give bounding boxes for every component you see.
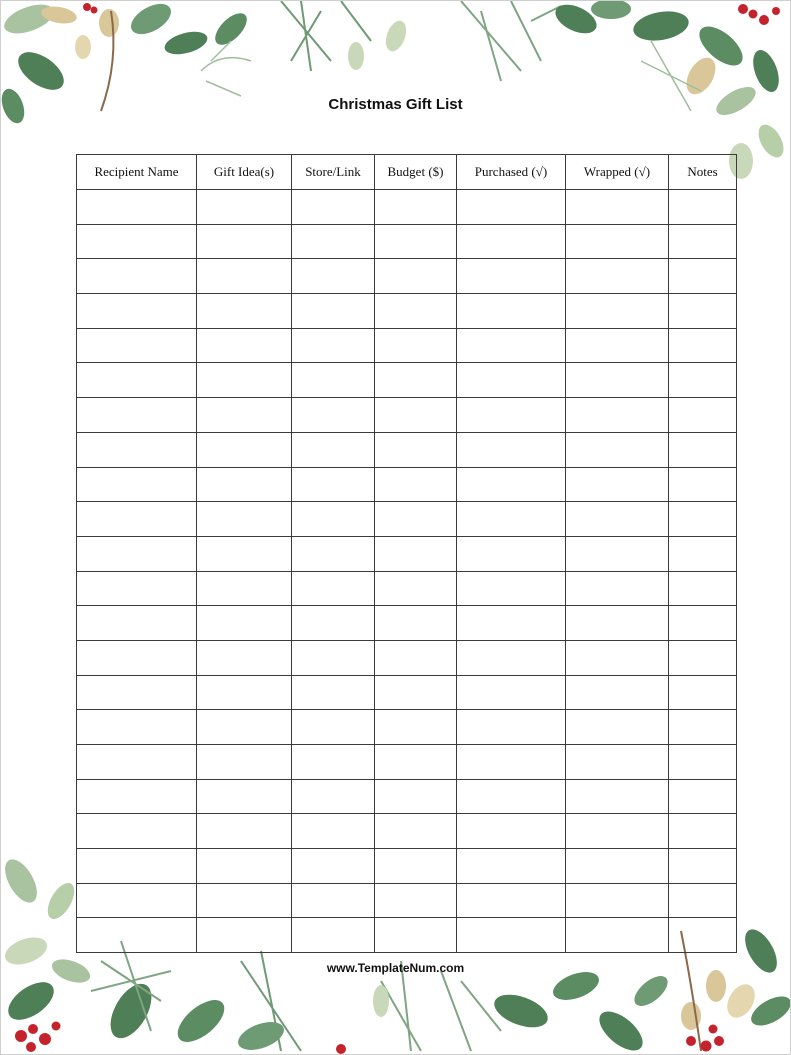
- cell-recipient-name[interactable]: [77, 294, 197, 329]
- cell-purchased[interactable]: [457, 918, 566, 953]
- cell-budget[interactable]: [375, 849, 457, 884]
- cell-wrapped[interactable]: [566, 883, 669, 918]
- table-row: [77, 675, 737, 710]
- table-row: [77, 190, 737, 225]
- cell-recipient-name[interactable]: [77, 363, 197, 398]
- column-header-store-link: Store/Link: [292, 155, 375, 190]
- top-right-foliage-icon: [631, 4, 789, 179]
- cell-gift-ideas[interactable]: [197, 571, 292, 606]
- cell-recipient-name[interactable]: [77, 224, 197, 259]
- cell-gift-ideas[interactable]: [197, 467, 292, 502]
- cell-budget[interactable]: [375, 328, 457, 363]
- cell-store-link[interactable]: [292, 606, 375, 641]
- cell-notes[interactable]: [669, 571, 737, 606]
- cell-budget[interactable]: [375, 398, 457, 433]
- cell-budget[interactable]: [375, 294, 457, 329]
- cell-purchased[interactable]: [457, 640, 566, 675]
- cell-purchased[interactable]: [457, 536, 566, 571]
- column-header-purchased: Purchased (√): [457, 155, 566, 190]
- cell-wrapped[interactable]: [566, 432, 669, 467]
- cell-store-link[interactable]: [292, 536, 375, 571]
- cell-notes[interactable]: [669, 536, 737, 571]
- cell-notes[interactable]: [669, 883, 737, 918]
- cell-budget[interactable]: [375, 571, 457, 606]
- cell-store-link[interactable]: [292, 710, 375, 745]
- cell-recipient-name[interactable]: [77, 606, 197, 641]
- cell-notes[interactable]: [669, 224, 737, 259]
- cell-store-link[interactable]: [292, 259, 375, 294]
- cell-store-link[interactable]: [292, 502, 375, 537]
- cell-purchased[interactable]: [457, 849, 566, 884]
- cell-wrapped[interactable]: [566, 467, 669, 502]
- cell-wrapped[interactable]: [566, 190, 669, 225]
- cell-recipient-name[interactable]: [77, 779, 197, 814]
- cell-purchased[interactable]: [457, 571, 566, 606]
- cell-recipient-name[interactable]: [77, 259, 197, 294]
- cell-purchased[interactable]: [457, 467, 566, 502]
- cell-purchased[interactable]: [457, 398, 566, 433]
- cell-gift-ideas[interactable]: [197, 883, 292, 918]
- cell-wrapped[interactable]: [566, 571, 669, 606]
- cell-recipient-name[interactable]: [77, 675, 197, 710]
- cell-budget[interactable]: [375, 606, 457, 641]
- cell-budget[interactable]: [375, 883, 457, 918]
- cell-wrapped[interactable]: [566, 224, 669, 259]
- cell-recipient-name[interactable]: [77, 918, 197, 953]
- table-row: [77, 571, 737, 606]
- cell-purchased[interactable]: [457, 259, 566, 294]
- cell-recipient-name[interactable]: [77, 849, 197, 884]
- top-center-pine-icon: [281, 1, 631, 81]
- cell-budget[interactable]: [375, 675, 457, 710]
- table-row: [77, 814, 737, 849]
- cell-recipient-name[interactable]: [77, 467, 197, 502]
- table-row: [77, 224, 737, 259]
- table-row: [77, 640, 737, 675]
- cell-gift-ideas[interactable]: [197, 398, 292, 433]
- cell-wrapped[interactable]: [566, 328, 669, 363]
- cell-gift-ideas[interactable]: [197, 918, 292, 953]
- cell-gift-ideas[interactable]: [197, 710, 292, 745]
- cell-budget[interactable]: [375, 745, 457, 780]
- cell-recipient-name[interactable]: [77, 883, 197, 918]
- table-row: [77, 502, 737, 537]
- cell-purchased[interactable]: [457, 294, 566, 329]
- cell-gift-ideas[interactable]: [197, 432, 292, 467]
- column-header-wrapped: Wrapped (√): [566, 155, 669, 190]
- cell-wrapped[interactable]: [566, 675, 669, 710]
- cell-recipient-name[interactable]: [77, 640, 197, 675]
- cell-gift-ideas[interactable]: [197, 640, 292, 675]
- table-row: [77, 294, 737, 329]
- cell-wrapped[interactable]: [566, 849, 669, 884]
- cell-store-link[interactable]: [292, 814, 375, 849]
- table-row: [77, 849, 737, 884]
- cell-wrapped[interactable]: [566, 918, 669, 953]
- page-title: Christmas Gift List: [328, 96, 463, 113]
- cell-notes[interactable]: [669, 294, 737, 329]
- cell-recipient-name[interactable]: [77, 571, 197, 606]
- cell-budget[interactable]: [375, 432, 457, 467]
- table-header-row: [77, 155, 737, 190]
- cell-budget[interactable]: [375, 640, 457, 675]
- cell-store-link[interactable]: [292, 328, 375, 363]
- cell-store-link[interactable]: [292, 432, 375, 467]
- cell-wrapped[interactable]: [566, 363, 669, 398]
- cell-notes[interactable]: [669, 363, 737, 398]
- cell-purchased[interactable]: [457, 363, 566, 398]
- cell-budget[interactable]: [375, 363, 457, 398]
- cell-wrapped[interactable]: [566, 710, 669, 745]
- cell-gift-ideas[interactable]: [197, 675, 292, 710]
- table-row: [77, 398, 737, 433]
- cell-store-link[interactable]: [292, 294, 375, 329]
- cell-budget[interactable]: [375, 710, 457, 745]
- cell-wrapped[interactable]: [566, 779, 669, 814]
- cell-store-link[interactable]: [292, 190, 375, 225]
- gift-list-body: [77, 190, 737, 953]
- cell-store-link[interactable]: [292, 363, 375, 398]
- cell-notes[interactable]: [669, 918, 737, 953]
- column-header-budget: Budget ($): [375, 155, 457, 190]
- cell-recipient-name[interactable]: [77, 190, 197, 225]
- table-row: [77, 328, 737, 363]
- cell-budget[interactable]: [375, 502, 457, 537]
- cell-gift-ideas[interactable]: [197, 745, 292, 780]
- cell-wrapped[interactable]: [566, 606, 669, 641]
- cell-budget[interactable]: [375, 918, 457, 953]
- cell-notes[interactable]: [669, 606, 737, 641]
- table-row: [77, 259, 737, 294]
- cell-notes[interactable]: [669, 328, 737, 363]
- table-row: [77, 363, 737, 398]
- cell-notes[interactable]: [669, 849, 737, 884]
- table-row: [77, 467, 737, 502]
- cell-budget[interactable]: [375, 190, 457, 225]
- table-row: [77, 779, 737, 814]
- cell-recipient-name[interactable]: [77, 432, 197, 467]
- cell-gift-ideas[interactable]: [197, 849, 292, 884]
- cell-gift-ideas[interactable]: [197, 224, 292, 259]
- cell-purchased[interactable]: [457, 675, 566, 710]
- table-row: [77, 883, 737, 918]
- cell-recipient-name[interactable]: [77, 398, 197, 433]
- cell-notes[interactable]: [669, 432, 737, 467]
- cell-store-link[interactable]: [292, 224, 375, 259]
- cell-gift-ideas[interactable]: [197, 259, 292, 294]
- cell-purchased[interactable]: [457, 606, 566, 641]
- cell-store-link[interactable]: [292, 571, 375, 606]
- cell-store-link[interactable]: [292, 398, 375, 433]
- cell-budget[interactable]: [375, 467, 457, 502]
- cell-recipient-name[interactable]: [77, 745, 197, 780]
- table-row: [77, 536, 737, 571]
- cell-gift-ideas[interactable]: [197, 190, 292, 225]
- cell-purchased[interactable]: [457, 502, 566, 537]
- cell-wrapped[interactable]: [566, 814, 669, 849]
- table-row: [77, 606, 737, 641]
- cell-notes[interactable]: [669, 814, 737, 849]
- cell-wrapped[interactable]: [566, 398, 669, 433]
- cell-store-link[interactable]: [292, 745, 375, 780]
- cell-recipient-name[interactable]: [77, 328, 197, 363]
- cell-gift-ideas[interactable]: [197, 328, 292, 363]
- cell-gift-ideas[interactable]: [197, 779, 292, 814]
- cell-recipient-name[interactable]: [77, 710, 197, 745]
- cell-recipient-name[interactable]: [77, 536, 197, 571]
- column-header-notes: Notes: [669, 155, 737, 190]
- cell-store-link[interactable]: [292, 883, 375, 918]
- cell-notes[interactable]: [669, 190, 737, 225]
- cell-notes[interactable]: [669, 640, 737, 675]
- cell-store-link[interactable]: [292, 849, 375, 884]
- cell-wrapped[interactable]: [566, 294, 669, 329]
- table-row: [77, 710, 737, 745]
- cell-purchased[interactable]: [457, 224, 566, 259]
- cell-notes[interactable]: [669, 675, 737, 710]
- cell-purchased[interactable]: [457, 745, 566, 780]
- cell-purchased[interactable]: [457, 883, 566, 918]
- cell-recipient-name[interactable]: [77, 814, 197, 849]
- table-row: [77, 432, 737, 467]
- cell-wrapped[interactable]: [566, 259, 669, 294]
- table-row: [77, 918, 737, 953]
- cell-budget[interactable]: [375, 259, 457, 294]
- cell-notes[interactable]: [669, 710, 737, 745]
- cell-purchased[interactable]: [457, 432, 566, 467]
- cell-store-link[interactable]: [292, 467, 375, 502]
- cell-wrapped[interactable]: [566, 502, 669, 537]
- column-header-gift-ideas: Gift Idea(s): [197, 155, 292, 190]
- cell-wrapped[interactable]: [566, 745, 669, 780]
- cell-notes[interactable]: [669, 467, 737, 502]
- footer-website: www.TemplateNum.com: [326, 961, 465, 975]
- cell-purchased[interactable]: [457, 710, 566, 745]
- cell-budget[interactable]: [375, 536, 457, 571]
- cell-wrapped[interactable]: [566, 536, 669, 571]
- cell-notes[interactable]: [669, 502, 737, 537]
- cell-notes[interactable]: [669, 259, 737, 294]
- cell-gift-ideas[interactable]: [197, 606, 292, 641]
- cell-store-link[interactable]: [292, 675, 375, 710]
- cell-gift-ideas[interactable]: [197, 363, 292, 398]
- column-header-recipient-name: Recipient Name: [77, 155, 197, 190]
- cell-store-link[interactable]: [292, 918, 375, 953]
- cell-gift-ideas[interactable]: [197, 536, 292, 571]
- cell-wrapped[interactable]: [566, 640, 669, 675]
- table-row: [77, 745, 737, 780]
- cell-notes[interactable]: [669, 745, 737, 780]
- cell-purchased[interactable]: [457, 814, 566, 849]
- cell-budget[interactable]: [375, 224, 457, 259]
- cell-store-link[interactable]: [292, 779, 375, 814]
- cell-budget[interactable]: [375, 779, 457, 814]
- cell-purchased[interactable]: [457, 328, 566, 363]
- cell-gift-ideas[interactable]: [197, 814, 292, 849]
- cell-purchased[interactable]: [457, 779, 566, 814]
- cell-notes[interactable]: [669, 779, 737, 814]
- cell-store-link[interactable]: [292, 640, 375, 675]
- cell-recipient-name[interactable]: [77, 502, 197, 537]
- cell-purchased[interactable]: [457, 190, 566, 225]
- gift-list-table: [76, 154, 737, 953]
- cell-gift-ideas[interactable]: [197, 502, 292, 537]
- cell-notes[interactable]: [669, 398, 737, 433]
- cell-gift-ideas[interactable]: [197, 294, 292, 329]
- cell-budget[interactable]: [375, 814, 457, 849]
